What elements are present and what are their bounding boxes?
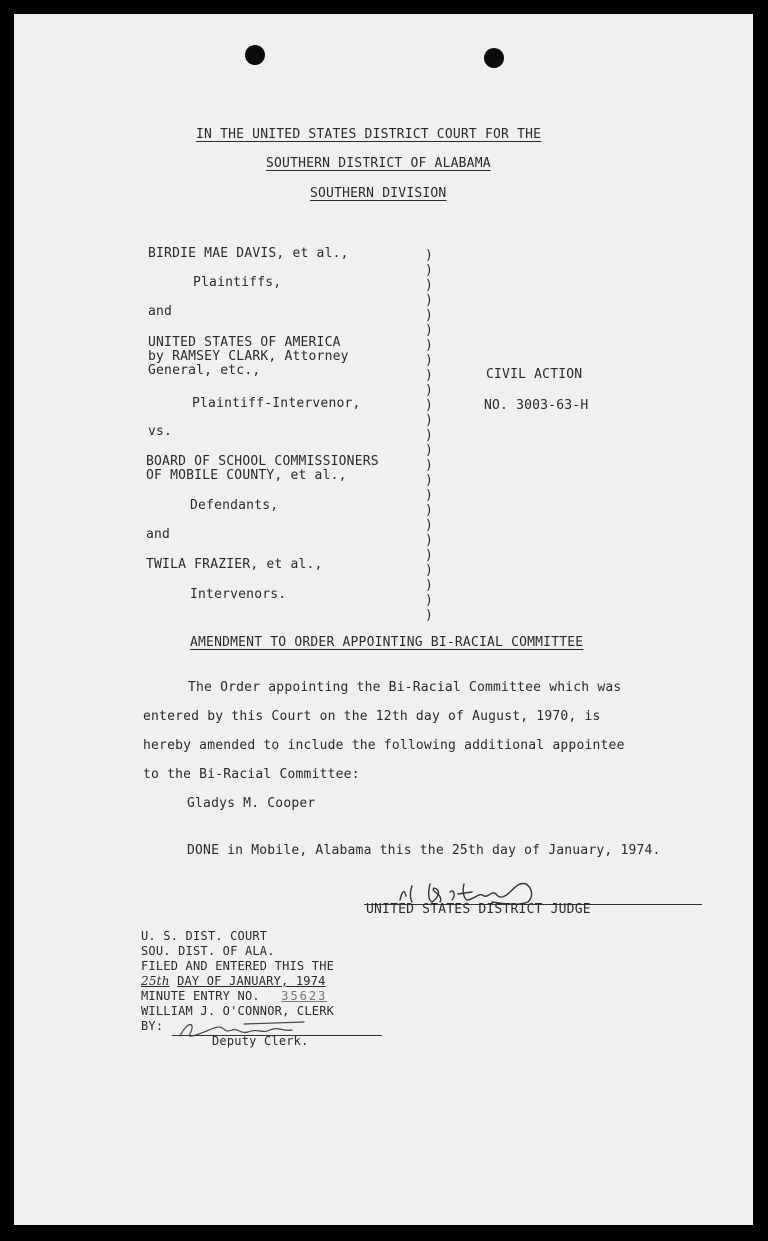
plaintiff-role: Plaintiffs, <box>193 275 282 290</box>
paragraph-line1: The Order appointing the Bi-Racial Committee which was <box>188 680 622 695</box>
stamp-minute-entry <box>141 990 327 1003</box>
stamp-date-line <box>141 975 326 988</box>
paragraph-line4: to the Bi-Racial Committee: <box>143 767 360 782</box>
punch-hole-right <box>484 48 504 68</box>
intervenor-role: Intervenors. <box>190 587 287 602</box>
document-page <box>14 14 753 1225</box>
stamp-deputy-clerk: Deputy Clerk. <box>212 1034 309 1048</box>
defendant-role: Defendants, <box>190 498 279 513</box>
court-header-line2: SOUTHERN DISTRICT OF ALABAMA <box>266 156 491 171</box>
intervenor-usa-line3: General, etc., <box>148 363 261 378</box>
case-number: NO. 3003-63-H <box>484 398 589 413</box>
caption-parentheses: ) ) ) ) ) ) ) ) ) ) ) ) ) ) ) ) ) ) ) ) ) ) ) ) ) <box>425 248 433 623</box>
stamp-clerk: WILLIAM J. O'CONNOR, CLERK <box>141 1004 335 1018</box>
appointee-name: Gladys M. Cooper <box>187 796 316 811</box>
caption-vs: vs. <box>148 424 173 439</box>
stamp-day-handwritten: 25th <box>141 974 170 988</box>
minute-entry-number: 35623 <box>281 989 328 1003</box>
intervenor-usa-role: Plaintiff-Intervenor, <box>192 396 361 411</box>
intervenor-usa-line2: by RAMSEY CLARK, Attorney <box>148 349 349 364</box>
stamp-filed: FILED AND ENTERED THIS THE <box>141 959 335 973</box>
intervenor-usa-line1: UNITED STATES OF AMERICA <box>148 335 341 350</box>
intervenor-name: TWILA FRAZIER, et al., <box>146 557 323 572</box>
caption-and-2: and <box>146 527 171 542</box>
judge-title: UNITED STATES DISTRICT JUDGE <box>366 902 591 917</box>
plaintiff-name: BIRDIE MAE DAVIS, et al., <box>148 246 349 261</box>
stamp-court: U. S. DIST. COURT <box>141 929 268 943</box>
paragraph-line3: hereby amended to include the following additional appointee <box>143 738 625 753</box>
minute-entry-label: MINUTE ENTRY NO. <box>141 989 260 1003</box>
court-header-line3: SOUTHERN DIVISION <box>310 186 447 201</box>
court-header-line1: IN THE UNITED STATES DISTRICT COURT FOR THE <box>196 127 542 142</box>
stamp-district: SOU. DIST. OF ALA. <box>141 944 275 958</box>
defendant-line2: OF MOBILE COUNTY, et al., <box>146 468 347 483</box>
done-line: DONE in Mobile, Alabama this the 25th day of January, 1974. <box>187 843 661 858</box>
stamp-month-year: DAY OF JANUARY, 1974 <box>177 974 326 988</box>
paragraph-line2: entered by this Court on the 12th day of August, 1970, is <box>143 709 601 724</box>
defendant-line1: BOARD OF SCHOOL COMMISSIONERS <box>146 454 379 469</box>
stamp-by: BY: <box>141 1019 164 1033</box>
civil-action-label: CIVIL ACTION <box>486 367 583 382</box>
order-title: AMENDMENT TO ORDER APPOINTING BI-RACIAL COMMITTEE <box>190 635 584 650</box>
caption-and-1: and <box>148 304 173 319</box>
punch-hole-left <box>245 45 265 65</box>
